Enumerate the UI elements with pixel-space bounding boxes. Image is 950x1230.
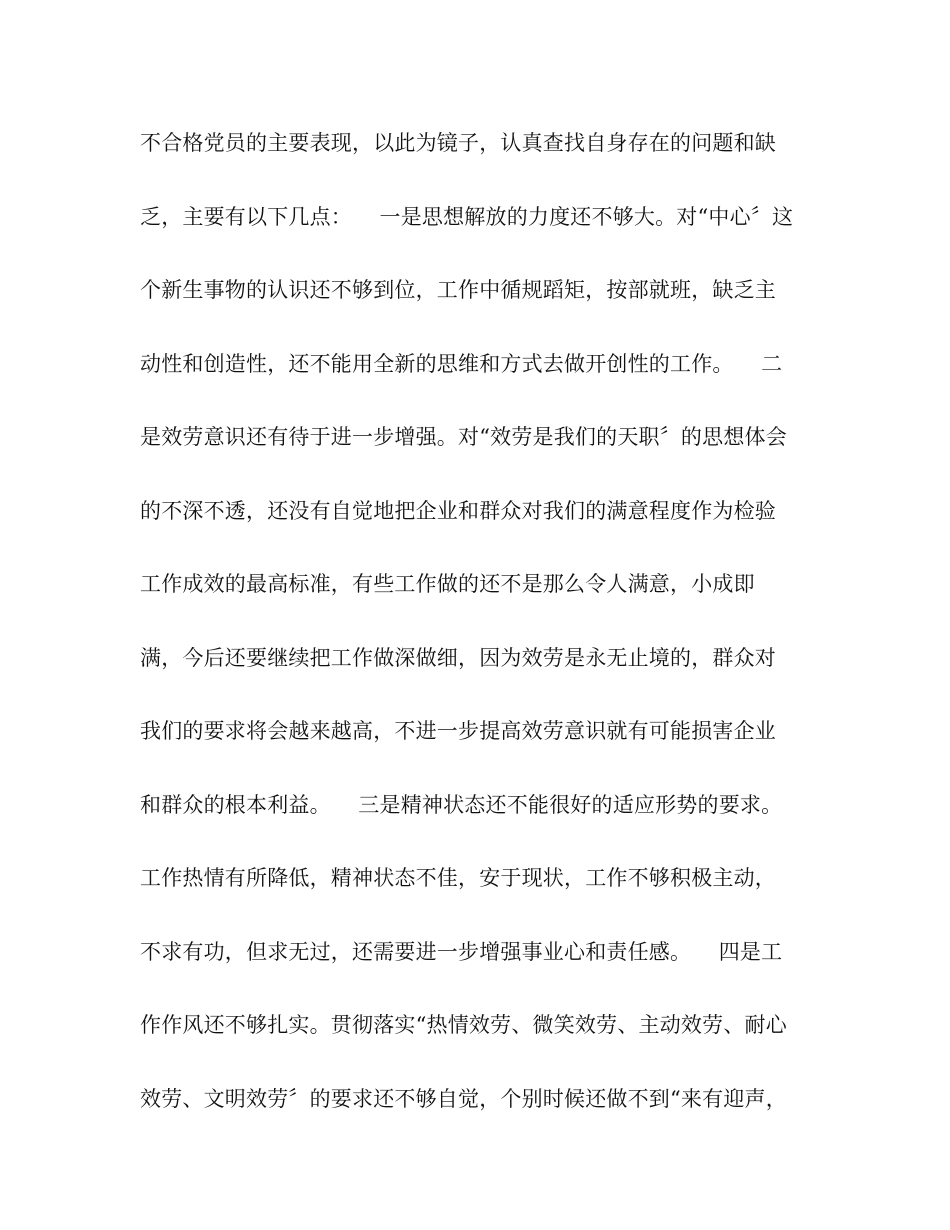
text-line-5: 是效劳意识还有待于进一步增强。对“效劳是我们的天职〞的思想体会 <box>140 425 787 449</box>
text-line-13: 作作风还不够扎实。贯彻落实“热情效劳、微笑效劳、主动效劳、耐心 <box>140 1013 787 1037</box>
text-line-8: 满，今后还要继续把工作做深做细，因为效劳是永无止境的，群众对 <box>140 645 776 670</box>
text-line-14: 效劳、文明效劳〞的要求还不够自觉，个别时候还做不到“来有迎声， <box>140 1086 787 1111</box>
text-line-3: 个新生事物的认识还不够到位，工作中循规蹈矩，按部就班，缺乏主 <box>140 278 776 302</box>
text-line-11: 工作热情有所降低，精神状态不佳，安于现状，工作不够积极主动， <box>140 866 776 890</box>
text-line-10: 和群众的根本利益。 三是精神状态还不能很好的适应形势的要求。 <box>140 792 783 817</box>
body-text <box>140 126 810 1155</box>
text-line-7: 工作成效的最高标准，有些工作做的还不是那么令人满意，小成即 <box>140 572 755 596</box>
text-line-1: 不合格党员的主要表现，以此为镜子，认真查找自身存在的问题和缺 <box>140 131 776 155</box>
text-line-2: 乏，主要有以下几点： 一是思想解放的力度还不够大。对“中心〞这 <box>140 204 794 229</box>
text-line-12: 不求有功，但求无过，还需要进一步增强事业心和责任感。 四是工 <box>140 939 783 964</box>
text-line-9: 我们的要求将会越来越高，不进一步提高效劳意识就有可能损害企业 <box>140 719 776 743</box>
text-line-4: 动性和创造性，还不能用全新的思维和方式去做开创性的工作。 二 <box>140 351 783 376</box>
text-line-6: 的不深不透，还没有自觉地把企业和群众对我们的满意程度作为检验 <box>140 498 776 523</box>
